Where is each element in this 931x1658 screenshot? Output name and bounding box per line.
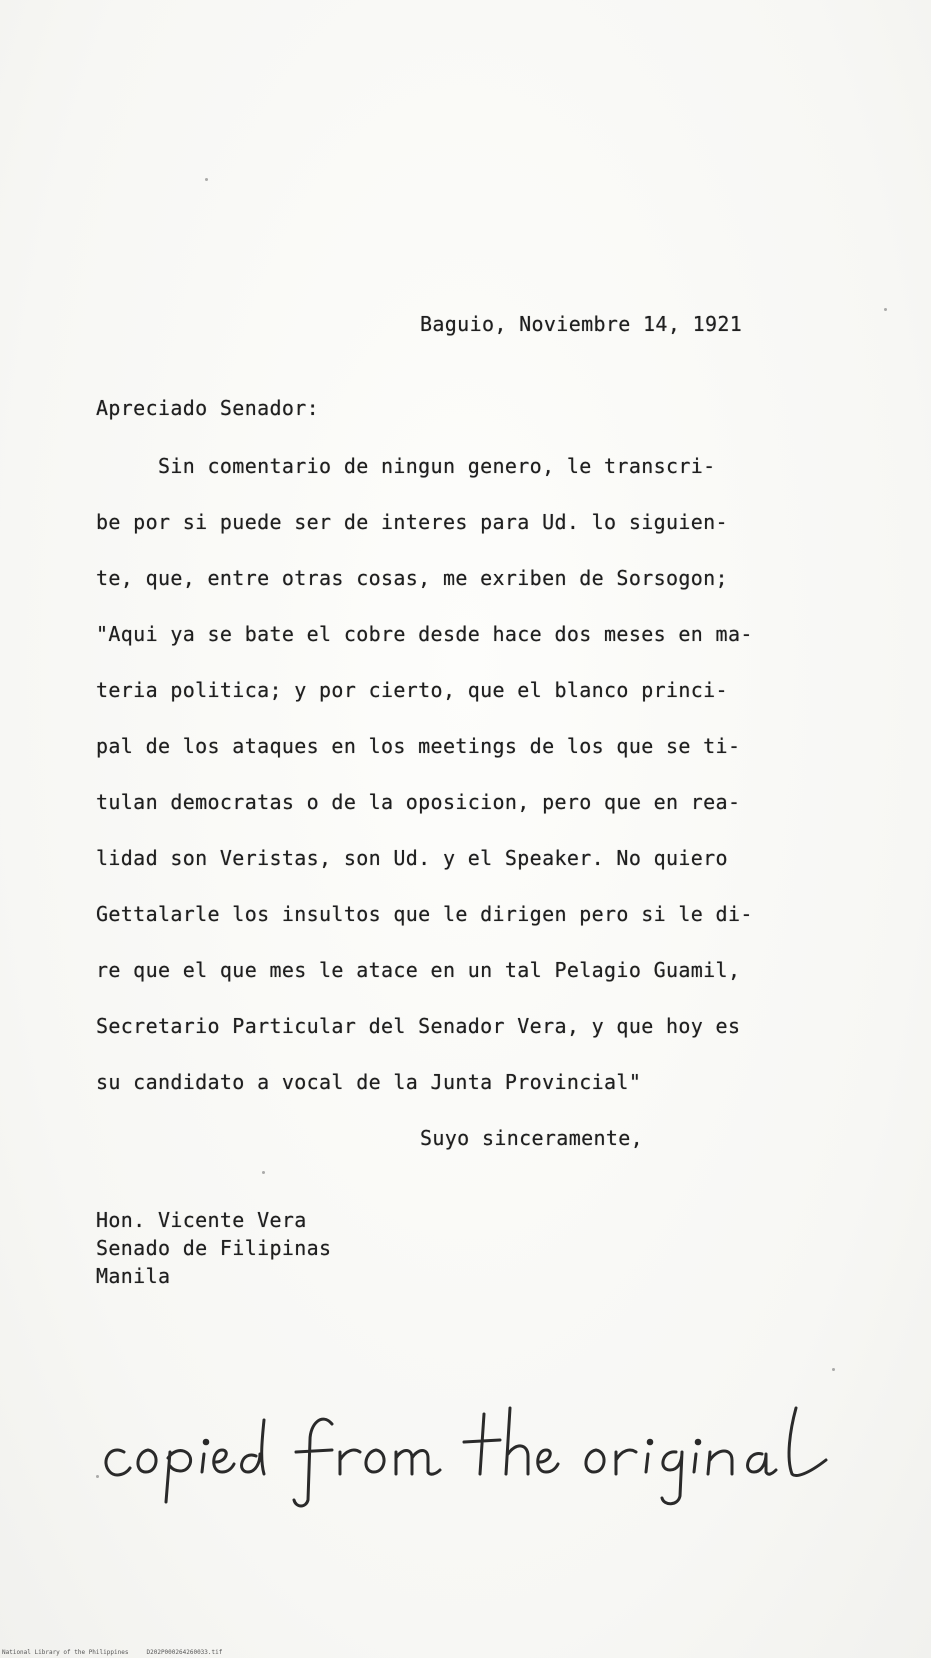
body-line: teria politica; y por cierto, que el blanco princi- [96,678,728,702]
address-line: Manila [96,1264,171,1288]
body-line: tulan democratas o de la oposicion, pero que en rea- [96,790,741,814]
body-line: "Aqui ya se bate el cobre desde hace dos meses en ma- [96,622,753,646]
address-line: Senado de Filipinas [96,1236,332,1260]
body-line: be por si puede ser de interes para Ud. lo siguien- [96,510,728,534]
paper-speck [884,308,887,311]
archive-stamp: National Library of the Philippines D202P000264260033.tif [2,1649,223,1656]
body-line: te, que, entre otras cosas, me exriben de Sorsogon; [96,566,728,590]
closing: Suyo sinceramente, [420,1126,644,1150]
handwritten-note [96,1400,856,1510]
salutation: Apreciado Senador: [96,396,320,420]
paper-speck [205,178,208,181]
body-line: re que el que mes le atace en un tal Pelagio Guamil, [96,958,741,982]
body-line: lidad son Veristas, son Ud. y el Speaker. No quiero [96,846,728,870]
body-line: su candidato a vocal de la Junta Provincial" [96,1070,642,1094]
body-line: Secretario Particular del Senador Vera, y que hoy es [96,1014,741,1038]
address-line: Hon. Vicente Vera [96,1208,307,1232]
dateline: Baguio, Noviembre 14, 1921 [420,312,743,336]
paper-speck [832,1368,835,1371]
body-line: Gettalarle los insultos que le dirigen pero si le di- [96,902,753,926]
paper-speck [262,1171,265,1174]
body-line: pal de los ataques en los meetings de los que se ti- [96,734,741,758]
body-line: Sin comentario de ningun genero, le transcri- [96,454,716,478]
